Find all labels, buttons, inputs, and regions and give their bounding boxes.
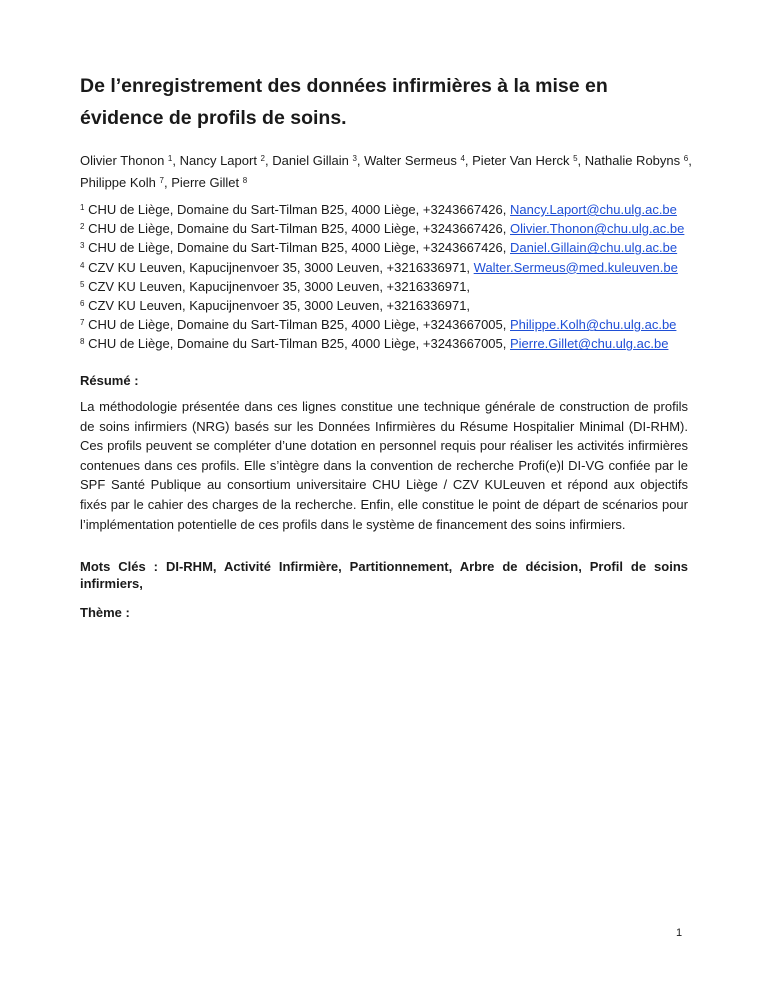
author-list: [80, 150, 700, 194]
email-link[interactable]: Nancy.Laport@chu.ulg.ac.be: [510, 202, 677, 217]
author-affiliation-number: 4: [460, 154, 465, 163]
author-name: Walter Sermeus: [364, 153, 461, 168]
email-link[interactable]: Pierre.Gillet@chu.ulg.ac.be: [510, 336, 669, 352]
affiliation-number: 4: [80, 260, 85, 270]
affiliation-address: CZV KU Leuven, Kapucijnenvoer 35, 3000 Leuven, +3216336971,: [84, 278, 471, 294]
author-affiliation-number: 2: [260, 154, 265, 163]
affiliation-line: [80, 315, 720, 334]
email-link[interactable]: Philippe.Kolh@chu.ulg.ac.be: [510, 317, 677, 333]
paper-title: De l’enregistrement des données infirmières à la mise en évidence de profils de soins.: [80, 75, 608, 129]
affiliation-address: CHU de Liège, Domaine du Sart-Tilman B25, 4000 Liège, +3243667426,: [84, 221, 510, 237]
email-link[interactable]: Olivier.Thonon@chu.ulg.ac.be: [510, 221, 685, 237]
author-affiliation-number: 6: [683, 154, 689, 163]
author-separator: ,: [265, 153, 273, 168]
author-separator: ,: [356, 153, 365, 168]
affiliation-number: 7: [80, 318, 85, 328]
affiliation-number: 3: [80, 241, 85, 251]
author-name: Pieter Van Herck: [472, 153, 574, 168]
author-name: Olivier Thonon: [80, 153, 168, 168]
affiliation-list: [80, 200, 720, 354]
keywords: Mots Clés : DI-RHM, Activité Infirmière, Partitionnement, Arbre de décision, Profil de soins infirmiers,: [80, 559, 688, 591]
author-affiliation-number: 1: [167, 154, 173, 163]
author-separator: ,: [577, 153, 585, 168]
page-number: 1: [676, 927, 683, 939]
affiliation-address: CHU de Liège, Domaine du Sart-Tilman B25, 4000 Liège, +3243667426,: [84, 202, 510, 217]
author-separator: ,: [464, 153, 473, 168]
affiliation-address: CZV KU Leuven, Kapucijnenvoer 35, 3000 Leuven, +3216336971,: [84, 259, 474, 275]
email-link[interactable]: Daniel.Gillain@chu.ulg.ac.be: [510, 240, 678, 256]
author-separator: ,: [688, 153, 692, 168]
affiliation-number: 8: [80, 337, 85, 347]
author-separator: ,: [172, 153, 180, 168]
affiliation-line: [80, 219, 720, 238]
affiliation-number: 6: [80, 299, 85, 309]
email-link[interactable]: Walter.Sermeus@med.kuleuven.be: [473, 259, 678, 275]
author-name: Nathalie Robyns: [584, 153, 684, 168]
author-name: Philippe Kolh: [80, 175, 160, 190]
author-affiliation-number: 5: [573, 154, 578, 163]
affiliation-number: 2: [80, 222, 85, 232]
affiliation-number: 1: [80, 203, 85, 212]
affiliation-line: [80, 258, 720, 277]
affiliation-line: [80, 334, 720, 353]
theme-heading: Thème :: [80, 605, 130, 620]
affiliation-line: [80, 238, 720, 257]
affiliation-line: [80, 200, 720, 219]
affiliation-address: CHU de Liège, Domaine du Sart-Tilman B25, 4000 Liège, +3243667005,: [84, 317, 510, 333]
affiliation-line: [80, 277, 720, 296]
affiliation-line: [80, 296, 720, 315]
author-separator: ,: [163, 175, 172, 190]
author-name: Nancy Laport: [179, 153, 261, 168]
author-affiliation-number: 8: [242, 176, 248, 185]
author-name: Pierre Gillet: [171, 175, 243, 190]
affiliation-address: CHU de Liège, Domaine du Sart-Tilman B25, 4000 Liège, +3243667426,: [84, 240, 510, 256]
author-name: Daniel Gillain: [272, 153, 353, 168]
author-affiliation-number: 7: [159, 176, 164, 185]
affiliation-number: 5: [80, 279, 85, 289]
abstract-text: La méthodologie présentée dans ces lignes constitue une technique générale de construction de profils de soins infirmiers (NRG) basés sur les Données Infirmières du Résume Hospitalier Minimal (DI-RHM). Ces profils peuvent se compléter d’une dotation en personnel requis pour réaliser les activités infirmières contenues dans ces profils. Elle s’intègre dans la convention de recherche Profi(e)l DI-VG confiée par le SPF Santé Publique au consortium universitaire CHU Liège / CZV KULeuven et répond aux objectifs fixés par le cahier des charges de la recherche. Enfin, elle constitue le point de départ de scénarios pour l’implémentation potentielle de ces profils dans le système de financement des soins infirmiers.: [80, 399, 688, 532]
author-affiliation-number: 3: [352, 154, 357, 163]
abstract-heading: Résumé :: [80, 373, 139, 388]
affiliation-address: CHU de Liège, Domaine du Sart-Tilman B25, 4000 Liège, +3243667005,: [84, 336, 510, 352]
affiliation-address: CZV KU Leuven, Kapucijnenvoer 35, 3000 Leuven, +3216336971,: [84, 298, 471, 314]
